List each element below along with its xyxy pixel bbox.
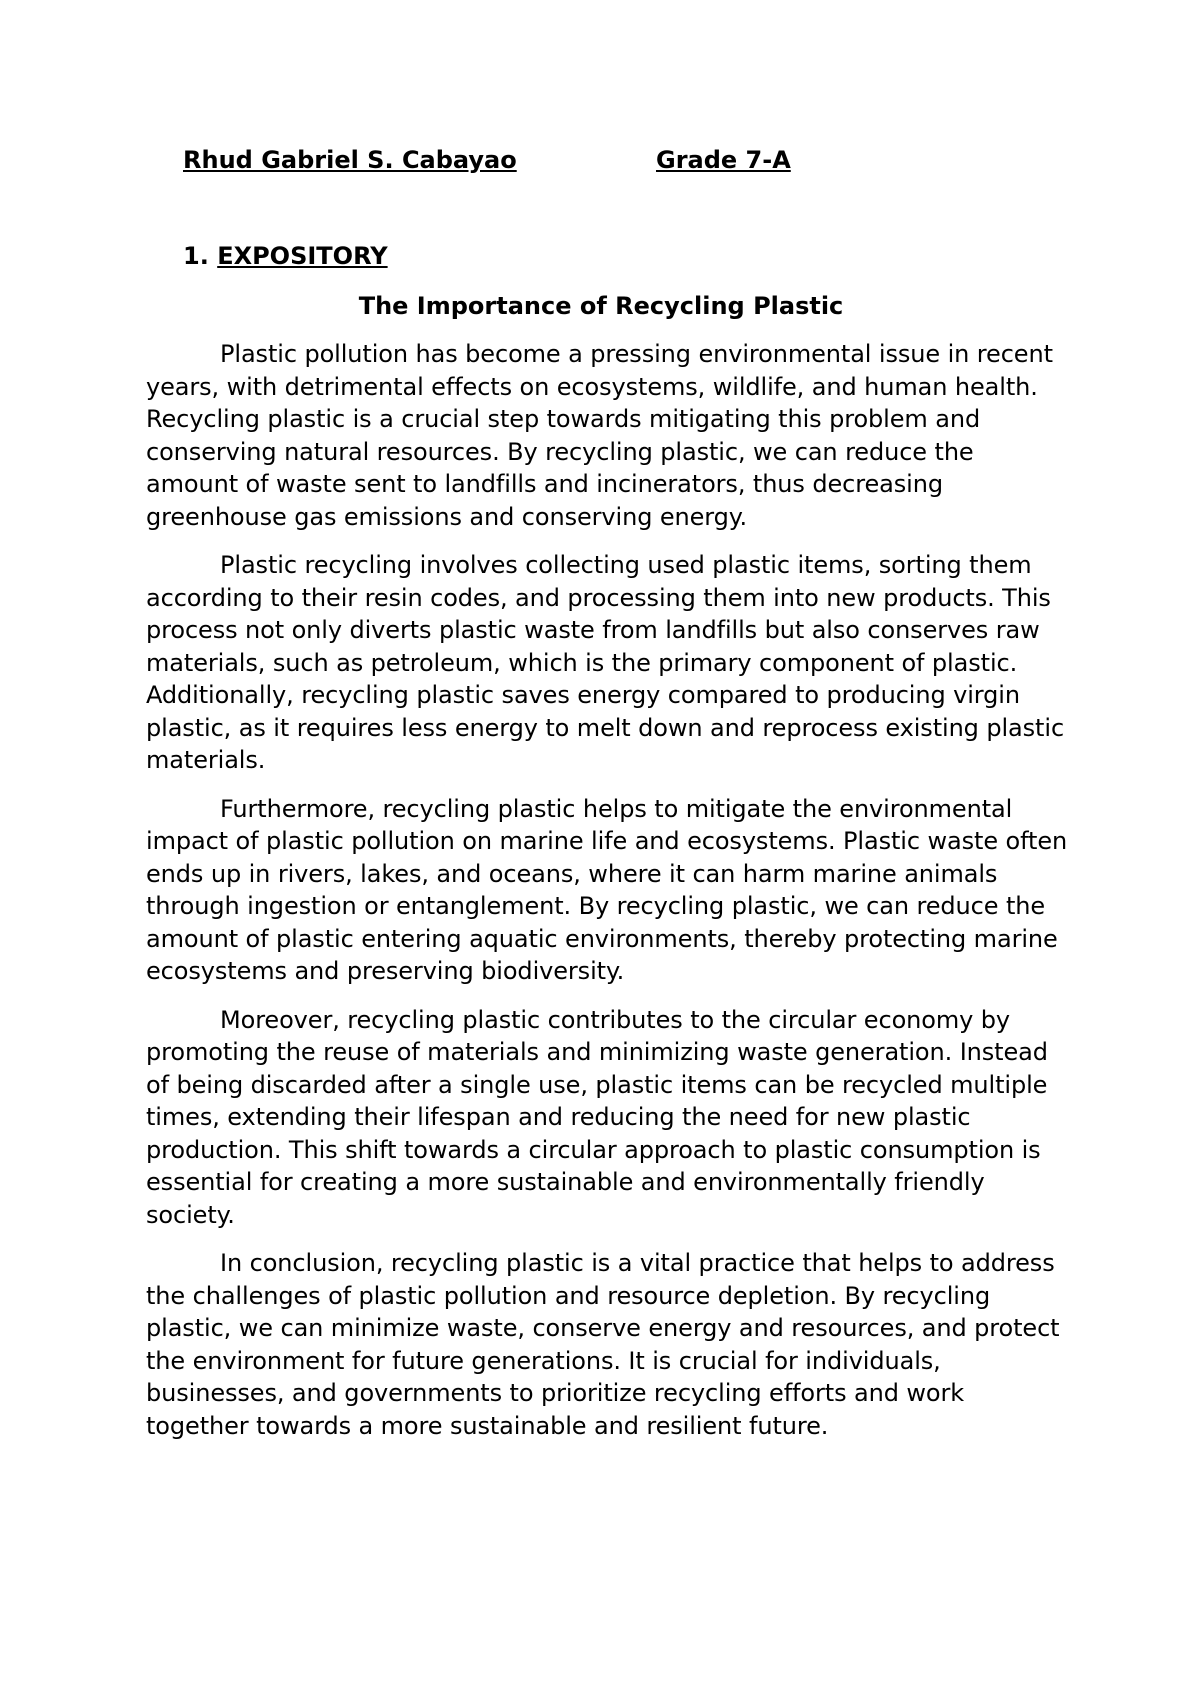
essay-paragraph: Plastic recycling involves collecting used plastic items, sorting them according to their resin codes, and processing them into new products. This process not only diverts plastic waste from landfills but also conserves raw materials, such as petroleum, which is the primary component of plastic. Additionally, recycling plastic saves energy compared to producing virgin plastic, as it requires less energy to melt down and reprocess existing plastic materials.	[146, 551, 1065, 774]
essay-body	[146, 338, 1071, 1458]
essay-paragraph: Moreover, recycling plastic contributes to the circular economy by promoting the reuse of materials and minimizing waste generation. Instead of being discarded after a single use, plastic items can be recycled multiple times, extending their lifespan and reducing the need for new plastic production. This shift towards a circular approach to plastic consumption is essential for creating a more sustainable and environmentally friendly society.	[146, 1005, 1048, 1229]
essay-paragraph: Furthermore, recycling plastic helps to mitigate the environmental impact of plastic pollution on marine life and ecosystems. Plastic waste often ends up in rivers, lakes, and oceans, where it can harm marine animals through ingestion or entanglement. By recycling plastic, we can reduce the amount of plastic entering aquatic environments, thereby protecting marine ecosystems and preserving biodiversity.	[146, 794, 1068, 985]
student-grade: Grade 7-A	[656, 146, 791, 174]
section-heading	[183, 242, 388, 270]
section-number: 1.	[183, 242, 209, 270]
student-name: Rhud Gabriel S. Cabayao	[183, 146, 517, 174]
section-label: EXPOSITORY	[217, 242, 388, 270]
essay-paragraph: In conclusion, recycling plastic is a vital practice that helps to address the challenges of plastic pollution and resource depletion. By recycling plastic, we can minimize waste, conserve energy and resources, and protect the environment for future generations. It is crucial for individuals, businesses, and governments to prioritize recycling efforts and work together towards a more sustainable and resilient future.	[146, 1249, 1060, 1440]
essay-paragraph: Plastic pollution has become a pressing environmental issue in recent years, with detrimental effects on ecosystems, wildlife, and human health. Recycling plastic is a crucial step towards mitigating this problem and conserving natural resources. By recycling plastic, we can reduce the amount of waste sent to landfills and incinerators, thus decreasing greenhouse gas emissions and conserving energy.	[146, 340, 1053, 531]
essay-title: The Importance of Recycling Plastic	[358, 292, 844, 320]
